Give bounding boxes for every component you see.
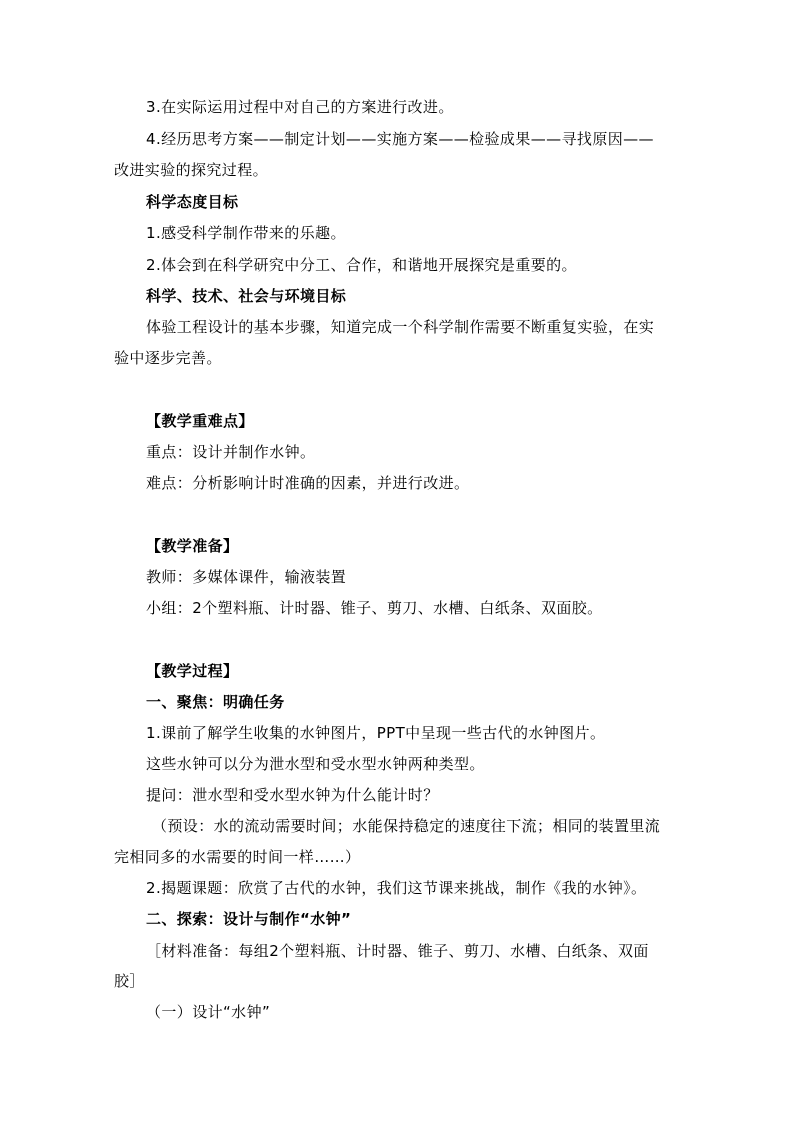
difficult-point: 难点：分析影响计时准确的因素，并进行改进。 xyxy=(146,474,470,492)
subsection-design: （一）设计“水钟” xyxy=(146,1003,271,1021)
preset-answer-continued: 完相同多的水需要的时间一样……） xyxy=(114,848,361,866)
attitude-item-1: 1.感受科学制作带来的乐趣。 xyxy=(146,224,346,242)
sts-paragraph: 体验工程设计的基本步骤，知道完成一个科学制作需要不断重复实验，在实 xyxy=(146,318,655,336)
question: 提问：泄水型和受水型水钟为什么能计时？ xyxy=(146,786,439,804)
subheading-focus: 一、聚焦：明确任务 xyxy=(146,693,285,711)
teacher-materials: 教师：多媒体课件，输液装置 xyxy=(146,568,347,586)
attitude-item-2: 2.体会到在科学研究中分工、合作，和谐地开展探究是重要的。 xyxy=(146,256,577,274)
materials-note-continued: 胶］ xyxy=(114,972,145,990)
water-clock-types: 这些水钟可以分为泄水型和受水型水钟两种类型。 xyxy=(146,755,485,773)
key-point: 重点：设计并制作水钟。 xyxy=(146,443,316,461)
materials-note: ［材料准备：每组2个塑料瓶、计时器、锥子、剪刀、水槽、白纸条、双面 xyxy=(146,942,649,960)
objective-item-4: 4.经历思考方案——制定计划——实施方案——检验成果——寻找原因—— xyxy=(146,130,654,148)
group-materials: 小组：2个塑料瓶、计时器、锥子、剪刀、水槽、白纸条、双面胶。 xyxy=(146,599,603,617)
objective-item-3: 3.在实际运用过程中对自己的方案进行改进。 xyxy=(146,98,454,116)
process-item-2: 2.揭题课题：欣赏了古代的水钟，我们这节课来挑战，制作《我的水钟》。 xyxy=(146,879,647,897)
heading-teaching-preparation: 【教学准备】 xyxy=(146,537,239,555)
heading-key-difficult-points: 【教学重难点】 xyxy=(146,412,254,430)
section-heading-sts: 科学、技术、社会与环境目标 xyxy=(146,287,347,305)
section-heading-attitude: 科学态度目标 xyxy=(146,193,239,211)
objective-item-4-continued: 改进实验的探究过程。 xyxy=(114,161,269,179)
process-item-1: 1.课前了解学生收集的水钟图片，PPT中呈现一些古代的水钟图片。 xyxy=(146,724,606,742)
subheading-explore: 二、探索：设计与制作“水钟” xyxy=(146,910,352,928)
heading-teaching-process: 【教学过程】 xyxy=(146,662,239,680)
preset-answer: （预设：水的流动需要时间；水能保持稳定的速度往下流；相同的装置里流 xyxy=(152,817,661,835)
sts-paragraph-continued: 验中逐步完善。 xyxy=(114,349,222,367)
